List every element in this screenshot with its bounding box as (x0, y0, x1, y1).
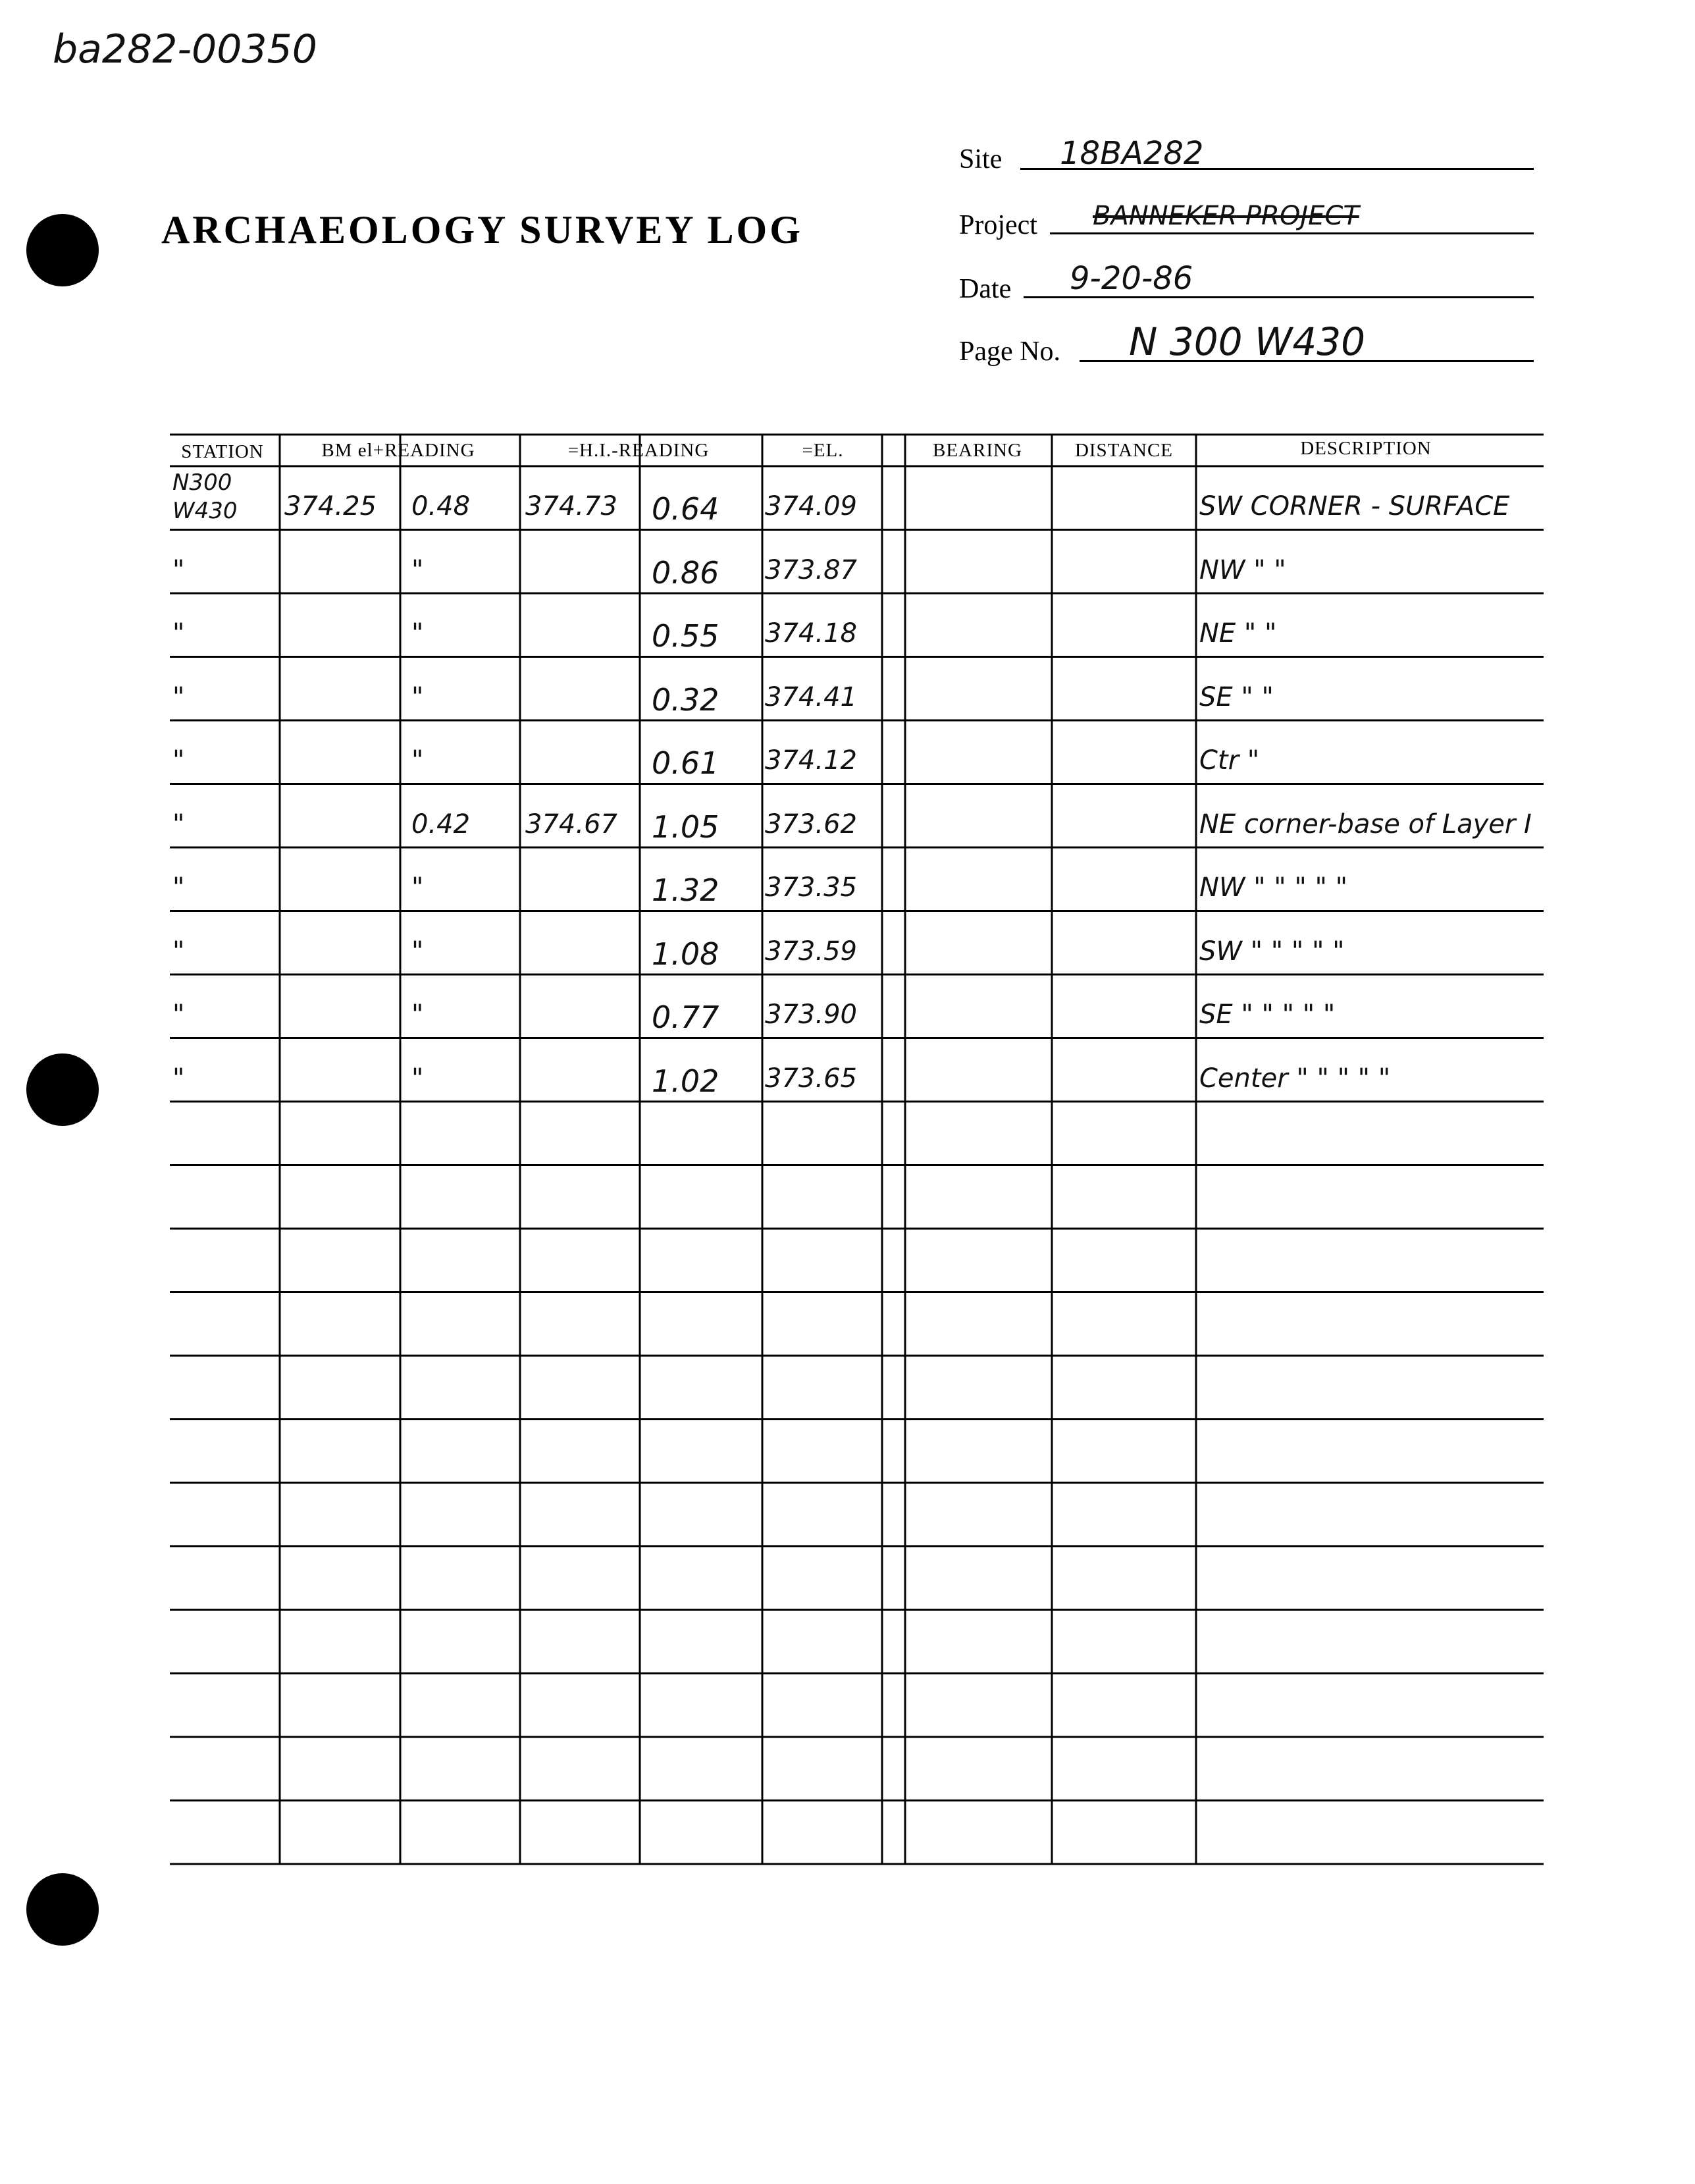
cell-description: NE corner-base of Layer I (1199, 809, 1532, 839)
cell-hi-reading: 0.61 (652, 745, 719, 781)
cell-bm-reading: " (411, 936, 424, 967)
cell-station: " (172, 872, 185, 903)
cell-hi: 374.67 (525, 809, 617, 839)
cell-bm-reading: " (411, 999, 424, 1030)
cell-el: 373.62 (765, 809, 857, 839)
cell-bm-reading: " (411, 618, 424, 649)
cell-hi-reading: 1.08 (652, 936, 719, 972)
cell-station: " (172, 936, 185, 967)
cell-description: Ctr " (1199, 745, 1260, 776)
cell-description: Center " " " " " (1199, 1063, 1391, 1094)
cell-station: " (172, 745, 185, 776)
document-id: ba282-00350 (53, 26, 317, 72)
cell-hi-reading: 0.77 (652, 999, 719, 1035)
cell-el: 373.90 (765, 999, 857, 1030)
cell-description: SW CORNER - SURFACE (1199, 491, 1510, 521)
row-dividers (170, 435, 1544, 1864)
project-label: Project (959, 210, 1037, 240)
cell-bm-reading: " (411, 681, 424, 712)
header-station: STATION (181, 441, 264, 462)
page-no-label: Page No. (959, 336, 1060, 367)
cell-description: SW " " " " " (1199, 936, 1345, 967)
cell-el: 373.65 (765, 1063, 857, 1094)
cell-bm-reading: " (411, 554, 424, 585)
cell-el: 374.12 (765, 745, 857, 776)
header-hi-reading: =H.I.-READING (567, 440, 710, 461)
cell-description: NW " " (1199, 554, 1286, 585)
cell-bm-reading: " (411, 872, 424, 903)
header-bm-el-reading: BM el+READING (321, 440, 475, 461)
cell-bm-el: 374.25 (284, 491, 377, 521)
cell-el: 374.41 (765, 681, 857, 712)
cell-hi-reading: 0.86 (652, 554, 719, 591)
cell-station: " (172, 681, 185, 712)
cell-description: NE " " (1199, 618, 1277, 649)
site-value: 18BA282 (1060, 135, 1204, 172)
cell-hi: 374.73 (525, 491, 617, 521)
cell-station: " (172, 999, 185, 1030)
date-label: Date (959, 274, 1012, 304)
header-distance: DISTANCE (1074, 440, 1174, 461)
page-title: ARCHAEOLOGY SURVEY LOG (161, 208, 803, 252)
cell-bm-reading: 0.42 (411, 809, 471, 839)
cell-el: 373.87 (765, 554, 857, 585)
cell-hi-reading: 0.32 (652, 681, 719, 718)
cell-hi-reading: 0.64 (652, 491, 719, 527)
cell-description: SE " " (1199, 681, 1274, 712)
cell-description: SE " " " " " (1199, 999, 1336, 1030)
cell-bm-reading: " (411, 1063, 424, 1094)
project-value: BANNEKER PROJECT (1093, 201, 1359, 231)
cell-el: 373.35 (765, 872, 857, 903)
site-label: Site (959, 144, 1003, 174)
cell-station: " (172, 618, 185, 649)
cell-el: 374.09 (765, 491, 857, 521)
date-value: 9-20-86 (1070, 260, 1193, 297)
cell-bm-reading: 0.48 (411, 491, 471, 521)
cell-station: " (172, 809, 185, 839)
cell-hi-reading: 0.55 (652, 618, 719, 654)
page-no-value: N 300 W430 (1129, 319, 1366, 364)
cell-bm-reading: " (411, 745, 424, 776)
cell-station-line2: W430 (172, 498, 238, 524)
cell-hi-reading: 1.05 (652, 809, 719, 845)
cell-el: 374.18 (765, 618, 857, 649)
cell-hi-reading: 1.32 (652, 872, 719, 908)
cell-el: 373.59 (765, 936, 857, 967)
cell-station: N300 (172, 469, 232, 496)
cell-hi-reading: 1.02 (652, 1063, 719, 1099)
header-description: DESCRIPTION (1300, 438, 1432, 459)
header-bearing: BEARING (933, 440, 1022, 461)
cell-description: NW " " " " " (1199, 872, 1348, 903)
header-el: =EL. (802, 440, 844, 461)
cell-station: " (172, 1063, 185, 1094)
cell-station: " (172, 554, 185, 585)
